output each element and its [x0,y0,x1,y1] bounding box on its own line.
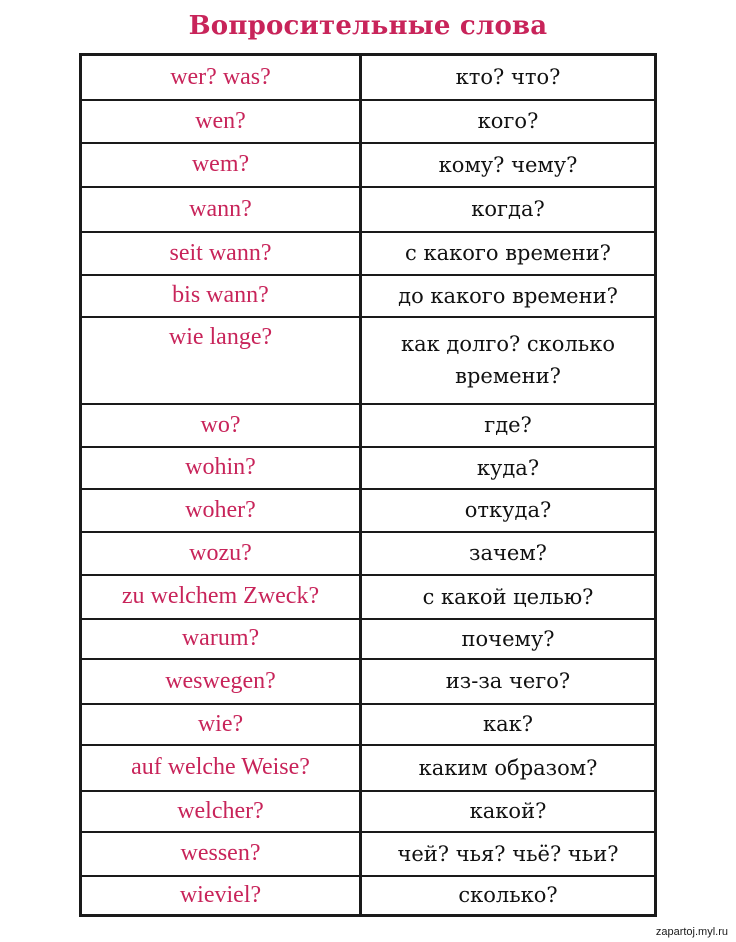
german-word: bis wann? [81,275,361,317]
russian-translation: сколько? [361,876,656,916]
russian-translation: как? [361,704,656,745]
german-word: wie? [81,704,361,745]
russian-translation: когда? [361,187,656,232]
russian-translation: кого? [361,100,656,143]
table-row [81,187,656,232]
russian-translation: как долго? сколько времени? [361,317,656,404]
table-row [81,575,656,619]
russian-translation: зачем? [361,532,656,575]
question-words-table [79,53,657,917]
german-word: seit wann? [81,232,361,275]
table-row [81,447,656,489]
table-row [81,619,656,659]
german-word: woher? [81,489,361,532]
table-row [81,532,656,575]
russian-translation: почему? [361,619,656,659]
german-word: wozu? [81,532,361,575]
table-row [81,317,656,404]
page-title: Вопросительные слова [188,11,548,41]
table-row [81,100,656,143]
table-row [81,143,656,187]
german-word: wann? [81,187,361,232]
russian-translation: до какого времени? [361,275,656,317]
russian-translation: где? [361,404,656,447]
russian-translation: кто? что? [455,65,561,90]
russian-translation: каким образом? [361,745,656,791]
russian-translation: с какого времени? [361,232,656,275]
german-word: wie lange? [81,317,361,404]
german-word: wohin? [81,447,361,489]
watermark: zapartoj.myl.ru [655,926,728,938]
table-row [81,232,656,275]
table-row [81,55,656,100]
german-word: warum? [81,619,361,659]
german-word: welcher? [81,791,361,832]
table-row [81,489,656,532]
german-word: wem? [81,143,361,187]
table-row [81,832,656,876]
german-word: wessen? [81,832,361,876]
table-row [81,404,656,447]
german-word: wieviel? [81,876,361,916]
russian-translation: чей? чья? чьё? чьи? [361,832,656,876]
russian-translation: какой? [361,791,656,832]
german-word: wen? [81,100,361,143]
german-word: wo? [81,404,361,447]
table-row [81,876,656,916]
table-row [81,659,656,704]
table-row [81,704,656,745]
german-word: weswegen? [81,659,361,704]
russian-translation: из-за чего? [361,659,656,704]
table-row [81,275,656,317]
table-row [81,745,656,791]
russian-translation: с какой целью? [361,575,656,619]
russian-translation: кому? чему? [361,143,656,187]
german-word: zu welchem Zweck? [81,575,361,619]
russian-translation: откуда? [361,489,656,532]
russian-translation: куда? [361,447,656,489]
german-word: wer? was? [81,55,361,100]
german-word: auf welche Weise? [81,745,361,791]
table-row [81,791,656,832]
